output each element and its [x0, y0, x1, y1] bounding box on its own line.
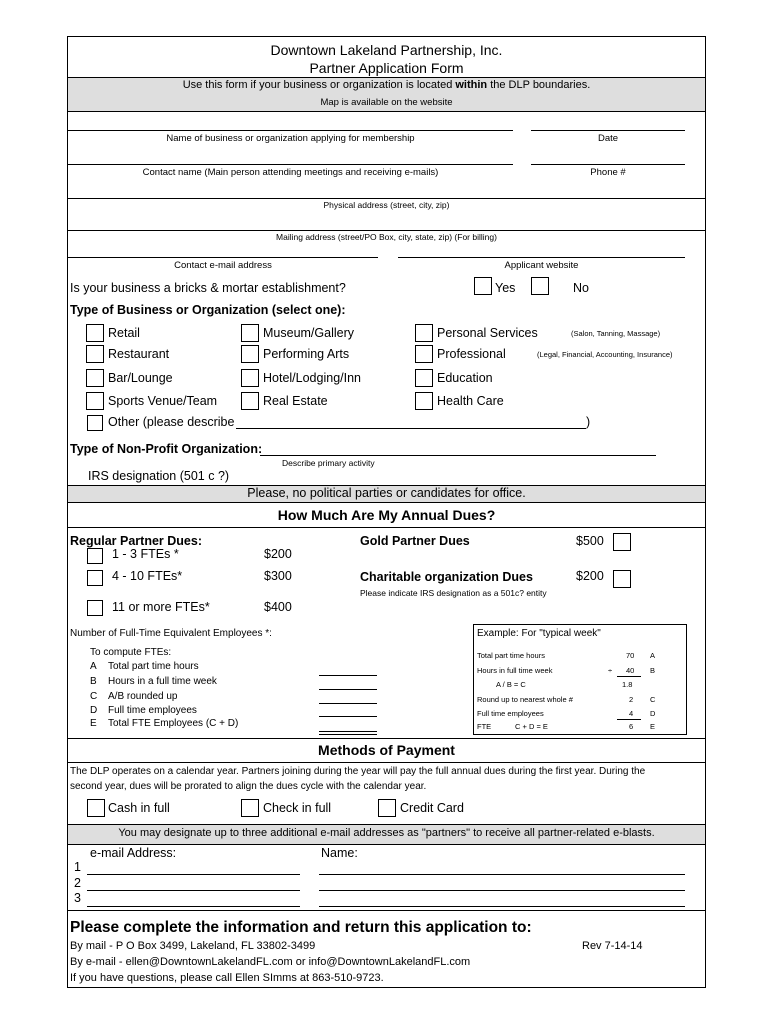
museum-gallery-checkbox[interactable]: [241, 324, 259, 342]
tier-4-10-price: $300: [264, 569, 292, 583]
email-address: By e-mail - ellen@DowntownLakelandFL.com or info@DowntownLakelandFL.com: [70, 956, 471, 968]
example-divide-sign: ÷: [608, 666, 613, 675]
tier-4-10-label: 4 - 10 FTEs*: [112, 569, 183, 583]
divider: [68, 738, 705, 739]
email-row-3-number: 3: [74, 891, 81, 905]
personal-services-note: (Salon, Tanning, Massage): [571, 329, 661, 338]
form-title: Partner Application Form: [309, 60, 464, 76]
gold-dues-label: Gold Partner Dues: [360, 534, 470, 548]
fte-row-d-key: D: [90, 705, 98, 716]
example-row-5-key: D: [650, 709, 656, 718]
retail-checkbox[interactable]: [86, 324, 104, 342]
real-estate-label: Real Estate: [263, 394, 328, 408]
tier-1-3-checkbox[interactable]: [87, 548, 103, 564]
hotel-lodging-label: Hotel/Lodging/Inn: [263, 371, 361, 385]
header-note: [68, 80, 705, 91]
example-row-5-label: Full time employees: [477, 709, 544, 718]
email-note: You may designate up to three additional e-mail addresses as "partners" to receive all partner-related e-blasts.: [118, 827, 655, 839]
personal-services-label: Personal Services: [437, 326, 538, 340]
example-row-4-label: Round up to nearest whole #: [477, 695, 573, 704]
divider: [68, 824, 705, 825]
fte-d-input[interactable]: [319, 716, 377, 717]
date-input[interactable]: [531, 130, 685, 131]
website-label: Applicant website: [504, 260, 579, 271]
example-title: Example: For "typical week": [477, 628, 601, 639]
describe-activity-label: Describe primary activity: [282, 458, 375, 468]
email-row-1-number: 1: [74, 860, 81, 874]
website-input[interactable]: [398, 257, 685, 258]
sports-venue-checkbox[interactable]: [86, 392, 104, 410]
fte-row-b-label: Hours in a full time week: [108, 676, 217, 687]
example-row-6-value: 6: [629, 722, 634, 731]
name-1-input[interactable]: [319, 874, 685, 875]
health-care-label: Health Care: [437, 394, 504, 408]
physical-address-input[interactable]: [68, 198, 705, 199]
example-row-6-key: E: [650, 722, 656, 731]
questions-contact: If you have questions, please call Ellen SImms at 863-510-9723.: [70, 972, 384, 984]
org-name: Downtown Lakeland Partnership, Inc.: [270, 42, 503, 58]
charitable-dues-label: Charitable organization Dues: [360, 570, 533, 584]
example-row-3-value: 1.8: [622, 680, 633, 689]
nonprofit-heading: Type of Non-Profit Organization:: [70, 442, 263, 456]
tier-4-10-checkbox[interactable]: [87, 570, 103, 586]
hotel-lodging-checkbox[interactable]: [241, 369, 259, 387]
contact-name-label: Contact name (Main person attending meetings and receiving e-mails): [142, 167, 439, 178]
bricks-yes-checkbox[interactable]: [474, 277, 492, 295]
fte-compute-label: To compute FTEs:: [90, 647, 172, 658]
bar-lounge-label: Bar/Lounge: [108, 371, 173, 385]
business-name-label: Name of business or organization applying for membership: [166, 133, 415, 144]
divider: [68, 910, 705, 911]
fte-row-e-label: Total FTE Employees (C + D): [108, 718, 239, 729]
example-row-1-key: A: [650, 651, 656, 660]
personal-services-checkbox[interactable]: [415, 324, 433, 342]
real-estate-checkbox[interactable]: [241, 392, 259, 410]
example-row-4-value: 2: [629, 695, 634, 704]
professional-checkbox[interactable]: [415, 345, 433, 363]
tier-11-plus-price: $400: [264, 600, 292, 614]
political-note-band: [68, 485, 705, 502]
performing-arts-label: Performing Arts: [263, 347, 350, 361]
divider: [68, 502, 705, 503]
credit-card-checkbox[interactable]: [378, 799, 396, 817]
gold-dues-checkbox[interactable]: [613, 533, 631, 551]
regular-dues-heading: Regular Partner Dues:: [70, 534, 202, 548]
fte-a-input[interactable]: [319, 675, 377, 676]
bricks-question: Is your business a bricks & mortar establishment?: [70, 281, 346, 295]
name-3-input[interactable]: [319, 906, 685, 907]
fte-row-e-key: E: [90, 718, 97, 729]
tier-11-plus-label: 11 or more FTEs*: [112, 600, 210, 614]
email-1-input[interactable]: [87, 874, 300, 875]
email-note-band: [68, 824, 705, 844]
tier-1-3-price: $200: [264, 547, 292, 561]
other-label: Other (please describe: [108, 415, 235, 429]
divider: [68, 762, 705, 763]
nonprofit-type-input[interactable]: [260, 455, 656, 456]
divider: [68, 111, 705, 112]
divider: [68, 485, 705, 486]
credit-card-label: Credit Card: [400, 801, 464, 815]
professional-label: Professional: [437, 347, 506, 361]
example-row-6-label: FTE: [477, 722, 492, 731]
fte-row-a-label: Total part time hours: [108, 661, 199, 672]
fte-row-a-key: A: [90, 661, 97, 672]
header-note-band: [68, 77, 705, 111]
mailing-address-label: Mailing address (street/PO Box, city, state, zip) (For billing): [276, 232, 497, 242]
fte-example-box: [473, 624, 687, 735]
fte-e-double-underline: [319, 734, 377, 735]
email-address-label: e-mail Address:: [90, 846, 177, 860]
tier-1-3-label: 1 - 3 FTEs *: [112, 547, 179, 561]
charitable-note: Please indicate IRS designation as a 501c? entity: [360, 588, 547, 598]
bricks-no-checkbox[interactable]: [531, 277, 549, 295]
name-2-input[interactable]: [319, 890, 685, 891]
example-row-4-key: C: [650, 695, 656, 704]
application-form: [67, 36, 706, 988]
divider: [68, 527, 705, 528]
education-checkbox[interactable]: [415, 369, 433, 387]
example-row-2-value: 40: [626, 666, 635, 675]
date-label: Date: [597, 133, 619, 144]
phone-label: Phone #: [590, 167, 626, 178]
example-rule: [617, 719, 641, 720]
irs-designation-label: IRS designation (501 c ?): [88, 469, 230, 483]
contact-email-input[interactable]: [68, 257, 378, 258]
return-heading: Please complete the information and return this application to:: [70, 919, 532, 936]
fte-row-d-label: Full time employees: [108, 705, 197, 716]
mailing-address-input[interactable]: [68, 230, 705, 231]
other-describe-input[interactable]: [236, 428, 586, 429]
fte-e-input[interactable]: [319, 731, 377, 732]
contact-name-input[interactable]: [68, 164, 513, 165]
charitable-dues-checkbox[interactable]: [613, 570, 631, 588]
example-row-2-label: Hours in full time week: [477, 666, 553, 675]
restaurant-checkbox[interactable]: [86, 345, 104, 363]
museum-gallery-label: Museum/Gallery: [263, 326, 354, 340]
example-row-2-key: B: [650, 666, 656, 675]
fte-heading: Number of Full-Time Equivalent Employees *:: [70, 628, 272, 639]
email-2-input[interactable]: [87, 890, 300, 891]
physical-address-label: Physical address (street, city, zip): [323, 200, 450, 210]
retail-label: Retail: [108, 326, 140, 340]
phone-input[interactable]: [531, 164, 685, 165]
gold-dues-price: $500: [576, 534, 604, 548]
example-row-6-formula: C + D = E: [515, 722, 548, 731]
business-type-heading: Type of Business or Organization (select one):: [70, 303, 346, 317]
name-label: Name:: [321, 846, 358, 860]
email-3-input[interactable]: [87, 906, 300, 907]
bar-lounge-checkbox[interactable]: [86, 369, 104, 387]
check-label: Check in full: [263, 801, 332, 815]
business-name-input[interactable]: [68, 130, 513, 131]
example-row-5-value: 4: [629, 709, 634, 718]
fte-b-input[interactable]: [319, 689, 377, 690]
charitable-dues-price: $200: [576, 569, 604, 583]
note-text-pre: Use this form if your business or organization is located: [182, 79, 456, 91]
performing-arts-checkbox[interactable]: [241, 345, 259, 363]
mail-address: By mail - P O Box 3499, Lakeland, FL 33802-3499: [70, 940, 316, 952]
example-row-3-label: A / B = C: [496, 680, 526, 689]
fte-row-b-key: B: [90, 676, 97, 687]
cash-checkbox[interactable]: [87, 799, 105, 817]
tier-11-plus-checkbox[interactable]: [87, 600, 103, 616]
example-row-1-value: 70: [626, 651, 635, 660]
other-close-paren: ): [586, 415, 591, 429]
example-rule: [617, 676, 641, 677]
sports-venue-label: Sports Venue/Team: [108, 394, 218, 408]
divider: [68, 77, 705, 78]
check-checkbox[interactable]: [241, 799, 259, 817]
map-note: Map is available on the website: [320, 97, 453, 108]
professional-note: (Legal, Financial, Accounting, Insurance): [537, 350, 673, 359]
other-checkbox[interactable]: [87, 415, 103, 431]
fte-row-c-label: A/B rounded up: [108, 691, 178, 702]
divider: [68, 844, 705, 845]
restaurant-label: Restaurant: [108, 347, 170, 361]
dues-heading: How Much Are My Annual Dues?: [277, 507, 496, 523]
payment-heading: Methods of Payment: [318, 742, 455, 758]
contact-email-label: Contact e-mail address: [174, 260, 272, 271]
note-text-post: the DLP boundaries.: [487, 79, 591, 91]
bricks-yes-label: Yes: [495, 281, 516, 295]
revision: Rev 7-14-14: [582, 940, 643, 952]
political-note: Please, no political parties or candidates for office.: [247, 486, 526, 500]
payment-note-line-1: The DLP operates on a calendar year. Partners joining during the year will pay the full annual dues during the first year. During the: [70, 766, 646, 777]
email-row-2-number: 2: [74, 876, 81, 890]
bricks-no-label: No: [573, 281, 589, 295]
cash-label: Cash in full: [108, 801, 170, 815]
education-label: Education: [437, 371, 493, 385]
example-row-1-label: Total part time hours: [477, 651, 545, 660]
note-text-bold: within: [455, 79, 488, 91]
fte-row-c-key: C: [90, 691, 98, 702]
fte-c-input[interactable]: [319, 703, 377, 704]
payment-note-line-2: second year, dues will be prorated to align the dues cycle with the calendar year.: [70, 781, 427, 792]
health-care-checkbox[interactable]: [415, 392, 433, 410]
